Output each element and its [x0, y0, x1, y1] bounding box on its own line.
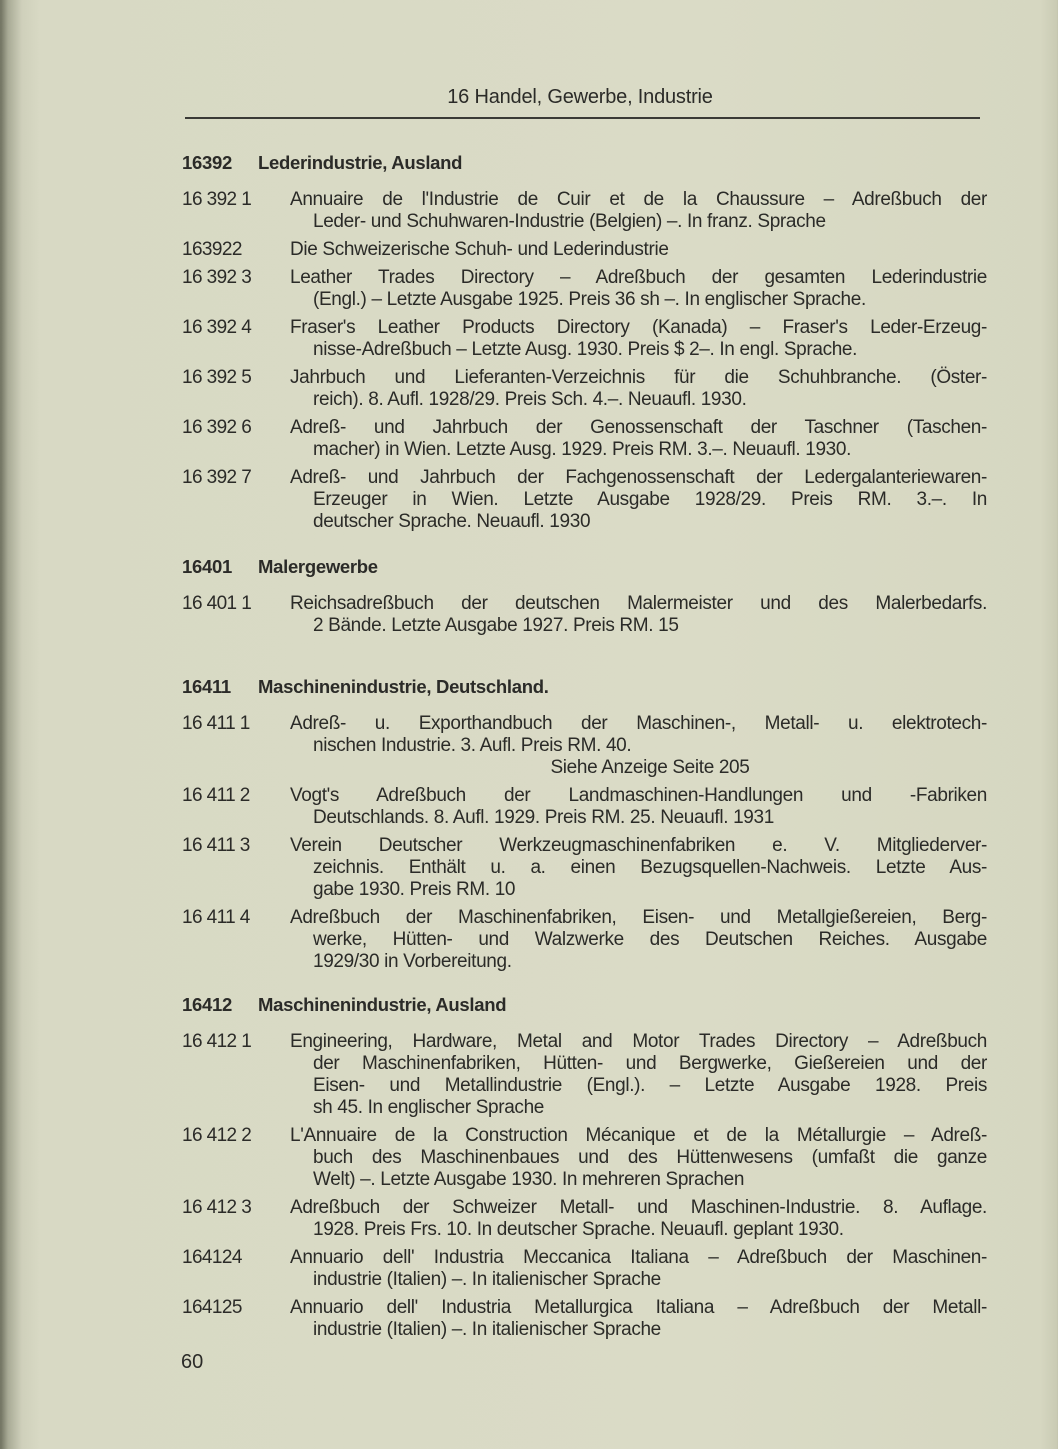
section: [182, 994, 987, 1341]
entry: [182, 713, 987, 779]
section-heading: [182, 676, 987, 700]
entry-text-line: Eisen- und Metallindustrie (Engl.). – Letzte Ausgabe 1928. Preis: [313, 1075, 987, 1096]
entry-number: 16 392 3: [182, 267, 252, 288]
section-number: 16401: [182, 556, 232, 577]
entry-number: 16 412 1: [182, 1031, 252, 1052]
entry-text-line: Adreßbuch der Schweizer Metall- und Maschinen-Industrie. 8. Auflage.: [290, 1197, 987, 1218]
entry-number: 16 412 3: [182, 1197, 252, 1218]
entry-text-line: industrie (Italien) –. In italienischer Sprache: [313, 1269, 661, 1290]
running-head: 16 Handel, Gewerbe, Industrie: [447, 86, 713, 108]
page-number: 60: [181, 1351, 204, 1373]
entry-text-line: Adreß- und Jahrbuch der Genossenschaft der Taschner (Taschen-: [290, 417, 987, 438]
entry-number: 16 392 4: [182, 317, 252, 338]
entry-number: 16 392 1: [182, 189, 252, 210]
entry: [182, 267, 987, 311]
entry-text-line: nischen Industrie. 3. Aufl. Preis RM. 40.: [313, 735, 632, 756]
entry: [182, 1125, 987, 1191]
entry-text-line: 1929/30 in Vorbereitung.: [313, 951, 512, 972]
section-title: Lederindustrie, Ausland: [258, 152, 463, 173]
entry: [182, 1197, 987, 1241]
entry-text-line: gabe 1930. Preis RM. 10: [313, 879, 516, 900]
entry-text-line: Jahrbuch und Lieferanten-Verzeichnis für die Schuhbranche. (Öster-: [290, 367, 987, 388]
entry-number: 16 392 5: [182, 367, 252, 388]
section: [182, 676, 987, 973]
entry-text-line: Erzeuger in Wien. Letzte Ausgabe 1928/29. Preis RM. 3.–. In: [313, 489, 987, 510]
entry: [182, 1297, 987, 1341]
entry-text-line: Welt) –. Letzte Ausgabe 1930. In mehreren Sprachen: [313, 1169, 745, 1190]
entry-text-line: Reichsadreßbuch der deutschen Malermeister und des Malerbedarfs.: [290, 593, 987, 614]
entry-text-line: Deutschlands. 8. Aufl. 1929. Preis RM. 25. Neuaufl. 1931: [313, 807, 774, 828]
entry-text-line: Engineering, Hardware, Metal and Motor Trades Directory – Adreßbuch: [290, 1031, 987, 1052]
entry-text-line: Leather Trades Directory – Adreßbuch der gesamten Lederindustrie: [290, 267, 987, 288]
section: [182, 556, 987, 637]
entry: [182, 593, 987, 637]
entry-text-line: Adreßbuch der Maschinenfabriken, Eisen- und Metallgießereien, Berg-: [290, 907, 987, 928]
entry-text-line: Die Schweizerische Schuh- und Lederindustrie: [290, 239, 669, 260]
entry: [182, 835, 987, 901]
entry-number: 16 412 2: [182, 1125, 252, 1146]
entry-text-line: Annuario dell' Industria Meccanica Italiana – Adreßbuch der Maschinen-: [290, 1247, 987, 1268]
entry-number: 16 411 1: [182, 713, 250, 734]
entry-text-line: industrie (Italien) –. In italienischer Sprache: [313, 1319, 661, 1340]
entry: [182, 1247, 987, 1291]
entry-number: 163922: [182, 239, 242, 260]
entry-text-line: sh 45. In englischer Sprache: [313, 1097, 545, 1118]
entry-text-line: nisse-Adreßbuch – Letzte Ausg. 1930. Preis $ 2–. In engl. Sprache.: [313, 339, 858, 360]
section-title: Malergewerbe: [258, 556, 378, 577]
entry-text-line: Adreß- und Jahrbuch der Fachgenossenschaft der Ledergalanteriewaren-: [290, 467, 987, 488]
entry-note: Siehe Anzeige Seite 205: [550, 757, 750, 778]
entry-number: 16 392 6: [182, 417, 252, 438]
entry-text-line: macher) in Wien. Letzte Ausg. 1929. Preis RM. 3.–. Neuaufl. 1930.: [313, 439, 852, 460]
entry-text-line: L'Annuaire de la Construction Mécanique et de la Métallurgie – Adreß-: [290, 1125, 987, 1146]
entry-text-line: der Maschinenfabriken, Hütten- und Bergwerke, Gießereien und der: [313, 1053, 987, 1074]
entry-text-line: Leder- und Schuhwaren-Industrie (Belgien) –. In franz. Sprache: [313, 211, 826, 232]
section-title: Maschinenindustrie, Ausland: [258, 994, 507, 1015]
section-number: 16411: [182, 676, 231, 697]
entry: [182, 907, 987, 973]
entry: [182, 467, 987, 533]
entry-text-line: Vogt's Adreßbuch der Landmaschinen-Handlungen und -Fabriken: [290, 785, 987, 806]
entry-text-line: (Engl.) – Letzte Ausgabe 1925. Preis 36 sh –. In englischer Sprache.: [313, 289, 866, 310]
entry: [182, 317, 987, 361]
section-heading: [182, 556, 987, 580]
header-rule: [185, 117, 980, 119]
entry-text-line: Adreß- u. Exporthandbuch der Maschinen-, Metall- u. elektrotech-: [290, 713, 987, 734]
section-heading: [182, 152, 987, 176]
entry-text-line: zeichnis. Enthält u. a. einen Bezugsquellen-Nachweis. Letzte Aus-: [313, 857, 987, 878]
section-heading: [182, 994, 987, 1018]
entry: [182, 239, 987, 261]
section-title: Maschinenindustrie, Deutschland.: [258, 676, 549, 697]
entry-number: 164124: [182, 1247, 242, 1268]
entry-text-line: 1928. Preis Frs. 10. In deutscher Sprache. Neuaufl. geplant 1930.: [313, 1219, 844, 1240]
section-number: 16392: [182, 152, 232, 173]
section: [182, 152, 987, 533]
entry-text-line: buch des Maschinenbaues und des Hüttenwesens (umfaßt die ganze: [313, 1147, 987, 1168]
entry: [182, 785, 987, 829]
entry-text-line: Verein Deutscher Werkzeugmaschinenfabriken e. V. Mitgliederver-: [290, 835, 987, 856]
entry-number: 164125: [182, 1297, 242, 1318]
entry: [182, 189, 987, 233]
entry-number: 16 392 7: [182, 467, 252, 488]
entry: [182, 367, 987, 411]
entry-text-line: reich). 8. Aufl. 1928/29. Preis Sch. 4.–. Neuaufl. 1930.: [313, 389, 747, 410]
entry-number: 16 411 3: [182, 835, 250, 856]
entry-text-line: Fraser's Leather Products Directory (Kanada) – Fraser's Leder-Erzeug-: [290, 317, 987, 338]
entry-text-line: werke, Hütten- und Walzwerke des Deutschen Reiches. Ausgabe: [313, 929, 987, 950]
entry: [182, 1031, 987, 1119]
entry-number: 16 411 4: [182, 907, 250, 928]
entry-text-line: 2 Bände. Letzte Ausgabe 1927. Preis RM. 15: [313, 615, 679, 636]
entry-text-line: Annuario dell' Industria Metallurgica Italiana – Adreßbuch der Metall-: [290, 1297, 987, 1318]
entry-number: 16 411 2: [182, 785, 250, 806]
entry-number: 16 401 1: [182, 593, 252, 614]
entry: [182, 417, 987, 461]
entry-text-line: deutscher Sprache. Neuaufl. 1930: [313, 511, 591, 532]
entry-text-line: Annuaire de l'Industrie de Cuir et de la Chaussure – Adreßbuch der: [290, 189, 987, 210]
section-number: 16412: [182, 994, 232, 1015]
